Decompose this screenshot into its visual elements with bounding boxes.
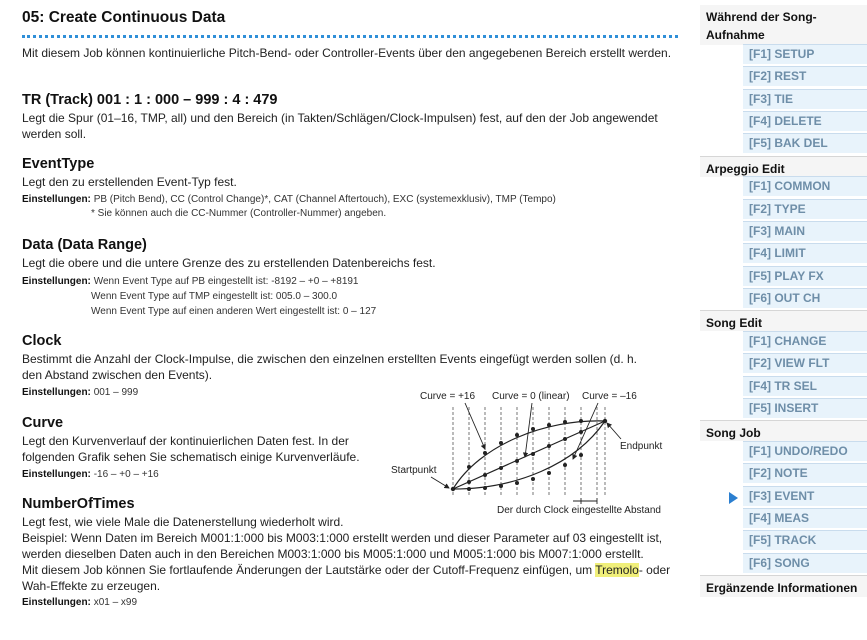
settings-value: -16 – +0 – +16	[93, 469, 159, 480]
settings-value: x01 – x99	[93, 597, 138, 608]
label-startpunkt: Startpunkt	[391, 465, 437, 476]
nav-item-play-fx[interactable]: [F5] PLAY FX	[743, 266, 867, 286]
curve-text: Legt den Kurvenverlauf der kontinuierlichen Daten fest. In der folgenden Grafik sehen Sie schematisch einige Kurvenverläufe.	[22, 434, 360, 464]
text-segment: Mit diesem Job können Sie fortlaufende Änderungen der Lautstärke oder der Cutoff-Frequenz einfügen, um	[22, 563, 596, 577]
nav-item-tie[interactable]: [F3] TIE	[743, 89, 867, 109]
nav-item-limit[interactable]: [F4] LIMIT	[743, 243, 867, 263]
settings-label: Einstellungen:	[22, 469, 91, 480]
nav-item-view-flt[interactable]: [F2] VIEW FLT	[743, 353, 867, 373]
settings-value: PB (Pitch Bend), CC (Control Change)*, CAT (Channel Aftertouch), EXC (systemexklusiv), TMP (Tempo)	[93, 194, 556, 205]
eventtype-heading: EventType	[22, 156, 95, 172]
label-arrows	[431, 403, 621, 488]
curve-settings	[22, 468, 159, 482]
data-text: Legt die obere und die untere Grenze des zu erstellenden Datenbereichs fest.	[22, 256, 436, 270]
nav-group-supplementary[interactable]: Ergänzende Informationen	[700, 575, 867, 597]
tr-text: Legt die Spur (01–16, TMP, all) und den Bereich (in Takten/Schlägen/Clock-Impulsen) fest, auf den der Job angewendet werden soll.	[22, 111, 658, 141]
current-page-arrow-icon	[729, 492, 738, 504]
label-curve-linear: Curve = 0 (linear)	[492, 391, 570, 402]
settings-value-2: Wenn Event Type auf TMP eingestellt ist: 005.0 – 300.0	[91, 291, 338, 302]
nav-item-event[interactable]: [F3] EVENT	[743, 486, 867, 506]
numberoftimes-text-2: Beispiel: Wenn Daten im Bereich M001:1:000 bis M003:1:000 erstellt werden und dieser Parameter auf 03 eingestellt ist, werden dieselben Daten auch in den Bereichen M003:1:000 bis M005:1:000 und M005:1:000 bis M007:1:000 erstellt.	[22, 531, 663, 561]
settings-value-3: Wenn Event Type auf einen anderen Wert eingestellt ist: 0 – 127	[91, 306, 377, 317]
label-clock-spacing: Der durch Clock eingestellte Abstand	[497, 505, 661, 515]
intro-text: Mit diesem Job können kontinuierliche Pitch-Bend- oder Controller-Events über den angegebenen Bereich erstellt werden.	[22, 46, 672, 60]
tr-heading: TR (Track) 001 : 1 : 000 – 999 : 4 : 479	[22, 92, 278, 108]
label-curve-plus16: Curve = +16	[420, 391, 476, 402]
curve-diagram	[385, 385, 677, 515]
numberoftimes-text-1: Legt fest, wie viele Male die Datenerstellung wiederholt wird.	[22, 515, 344, 529]
numberoftimes-text-3	[22, 562, 682, 594]
nav-item-bak-del[interactable]: [F5] BAK DEL	[743, 133, 867, 153]
settings-label: Einstellungen:	[22, 597, 91, 608]
nav-group-song-record[interactable]: Während der Song-Aufnahme	[700, 5, 867, 45]
nav-item-main[interactable]: [F3] MAIN	[743, 221, 867, 241]
eventtype-settings	[22, 193, 556, 221]
settings-label: Einstellungen:	[22, 194, 91, 205]
data-heading: Data (Data Range)	[22, 237, 147, 253]
nav-item-tr-sel[interactable]: [F4] TR SEL	[743, 376, 867, 396]
nav-item-note[interactable]: [F2] NOTE	[743, 463, 867, 483]
nav-item-type[interactable]: [F2] TYPE	[743, 199, 867, 219]
page-title: 05: Create Continuous Data	[22, 9, 226, 26]
nav-item-meas[interactable]: [F4] MEAS	[743, 508, 867, 528]
nav-item-delete[interactable]: [F4] DELETE	[743, 111, 867, 131]
clock-spacing-bracket	[573, 498, 597, 504]
settings-value-1: Wenn Event Type auf PB eingestellt ist: -8192 – +0 – +8191	[93, 276, 359, 287]
clock-settings	[22, 386, 138, 400]
settings-label: Einstellungen:	[22, 387, 91, 398]
nav-item-undo-redo[interactable]: [F1] UNDO/REDO	[743, 441, 867, 461]
numberoftimes-settings	[22, 596, 137, 610]
nav-item-track[interactable]: [F5] TRACK	[743, 530, 867, 550]
nav-group-song-job[interactable]: Song Job	[700, 420, 867, 441]
curve-heading: Curve	[22, 415, 64, 431]
clock-text: Bestimmt die Anzahl der Clock-Impulse, die zwischen den einzelnen erstellten Events eingefügt werden sollen (d. h. den Abstand zwischen den Events).	[22, 352, 637, 382]
data-settings	[22, 274, 376, 319]
highlighted-term: Tremolo	[595, 563, 639, 577]
settings-value: 001 – 999	[93, 387, 139, 398]
nav-item-setup[interactable]: [F1] SETUP	[743, 44, 867, 64]
settings-label: Einstellungen:	[22, 276, 91, 287]
numberoftimes-heading: NumberOfTimes	[22, 496, 135, 512]
text-segment: - oder Wah-Effekte zu erzeugen.	[22, 563, 671, 593]
nav-item-out-ch[interactable]: [F6] OUT CH	[743, 288, 867, 308]
label-endpunkt: Endpunkt	[620, 441, 663, 452]
title-divider	[22, 32, 678, 38]
label-curve-minus16: Curve = –16	[582, 391, 637, 402]
sidebar-nav	[700, 0, 867, 640]
nav-item-song[interactable]: [F6] SONG	[743, 553, 867, 573]
nav-item-change[interactable]: [F1] CHANGE	[743, 331, 867, 351]
clock-heading: Clock	[22, 333, 62, 349]
nav-group-arpeggio-edit[interactable]: Arpeggio Edit	[700, 156, 867, 177]
nav-group-song-edit[interactable]: Song Edit	[700, 310, 867, 331]
settings-note: * Sie können auch die CC-Nummer (Controller-Nummer) angeben.	[91, 208, 387, 219]
nav-item-rest[interactable]: [F2] REST	[743, 66, 867, 86]
nav-item-insert[interactable]: [F5] INSERT	[743, 398, 867, 418]
eventtype-text: Legt den zu erstellenden Event-Typ fest.	[22, 175, 237, 189]
nav-item-common[interactable]: [F1] COMMON	[743, 176, 867, 196]
